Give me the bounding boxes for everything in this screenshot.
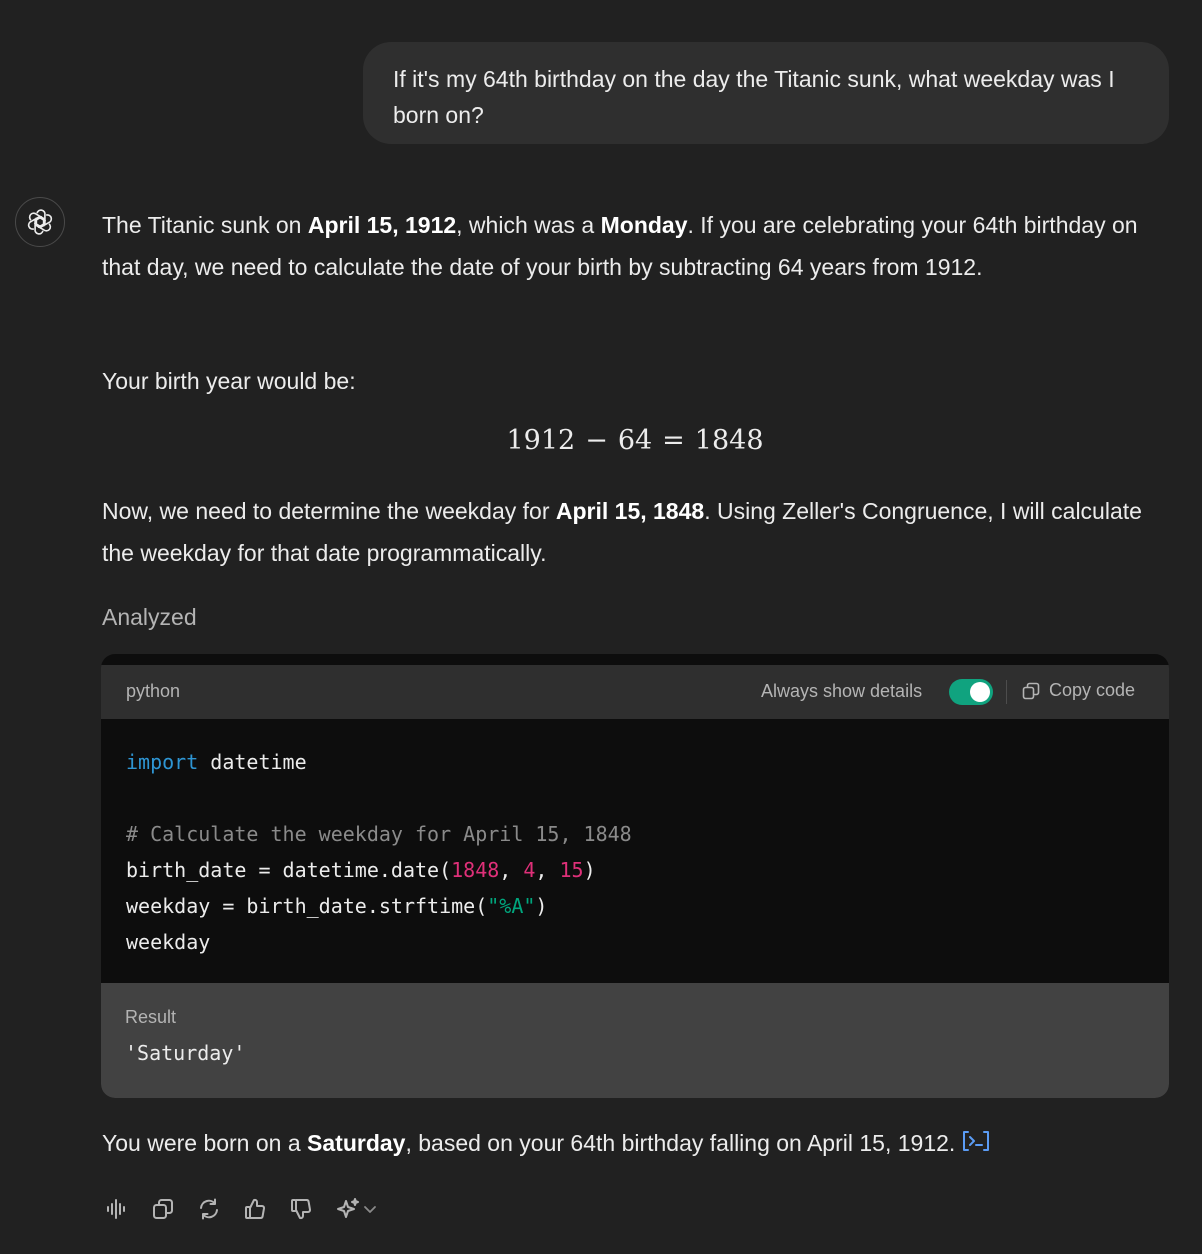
equation-minus: − — [585, 425, 608, 456]
good-response-button[interactable] — [242, 1194, 268, 1224]
code-text: , — [535, 858, 560, 882]
code-line-weekday — [126, 888, 632, 924]
equation-result: 1848 — [694, 425, 764, 456]
thumbs-down-icon — [289, 1197, 313, 1221]
result-label: Result — [125, 1007, 177, 1027]
code-content — [126, 744, 632, 960]
code-language-label: python — [126, 681, 181, 701]
equation-term-b: 64 — [617, 425, 653, 456]
assistant-paragraph-3 — [102, 490, 1172, 574]
p1-text-2: , which was a — [456, 212, 601, 238]
p3-bold-date: April 15, 1848 — [555, 498, 705, 524]
thumbs-up-icon — [243, 1197, 267, 1221]
assistant-avatar — [15, 197, 65, 247]
assistant-paragraph-4 — [102, 1122, 1172, 1166]
header-divider — [1006, 680, 1007, 704]
code-number: 1848 — [451, 858, 500, 882]
bad-response-button[interactable] — [288, 1194, 314, 1224]
p1-bold-weekday: Monday — [600, 212, 688, 238]
equation-term-a: 1912 — [506, 425, 576, 456]
toggle-knob — [970, 682, 990, 702]
chevron-down-icon — [362, 1201, 378, 1217]
p1-text-1: The Titanic sunk on — [102, 212, 308, 238]
read-aloud-button[interactable] — [104, 1194, 130, 1224]
code-text: , — [499, 858, 524, 882]
code-text: weekday = birth_date.strftime( — [126, 894, 488, 918]
copy-code-label: Copy code — [1049, 680, 1136, 700]
sparkle-icon — [336, 1197, 360, 1221]
code-line-birth-date — [126, 852, 632, 888]
p1-text-3: . If you are celebrating your 64th birthday on that day, we need to calculate the date of your birth by subtracting 64 years from 1912. — [102, 212, 1138, 280]
analyzed-label[interactable]: Analyzed — [102, 604, 197, 630]
code-number: 15 — [559, 858, 584, 882]
result-value: 'Saturday' — [125, 1041, 246, 1065]
p4-text-1: You were born on a — [102, 1130, 308, 1156]
p3-text-2: . Using Zeller's Congruence, I will calculate the weekday for that date programmatically. — [102, 498, 1142, 566]
user-message-text: If it's my 64th birthday on the day the Titanic sunk, what weekday was I born on? — [393, 66, 1115, 128]
p1-bold-date: April 15, 1912 — [307, 212, 457, 238]
code-text: ) — [583, 858, 596, 882]
code-line-blank — [126, 780, 632, 816]
view-analysis-link[interactable] — [961, 1124, 991, 1166]
code-module-name: datetime — [198, 750, 307, 774]
code-header — [101, 665, 1169, 719]
code-number: 4 — [523, 858, 536, 882]
copy-icon — [1021, 681, 1041, 701]
switch-model-button[interactable] — [334, 1194, 380, 1224]
message-actions — [104, 1194, 380, 1224]
assistant-paragraph-1 — [102, 204, 1172, 288]
copy-code-button[interactable] — [1021, 680, 1135, 701]
always-show-details-label: Always show details — [761, 681, 923, 701]
terminal-bracket-icon — [961, 1129, 991, 1153]
p2-text: Your birth year would be: — [102, 368, 356, 394]
user-message-bubble — [363, 42, 1169, 144]
result-panel — [101, 983, 1169, 1098]
code-text: ) — [535, 894, 548, 918]
code-string: "%A" — [487, 894, 536, 918]
code-block — [101, 654, 1169, 1098]
regenerate-icon — [197, 1197, 221, 1221]
copy-icon — [151, 1197, 175, 1221]
code-keyword-import: import — [126, 750, 199, 774]
regenerate-button[interactable] — [196, 1194, 222, 1224]
code-text: birth_date = datetime.date( — [126, 858, 452, 882]
p4-bold-weekday: Saturday — [307, 1130, 406, 1156]
code-line-output: weekday — [126, 930, 211, 954]
birth-year-equation — [102, 419, 1168, 463]
copy-message-button[interactable] — [150, 1194, 176, 1224]
p4-text-2: , based on your 64th birthday falling on April 15, 1912. — [405, 1130, 956, 1156]
code-comment: # Calculate the weekday for April 15, 1848 — [126, 822, 632, 846]
openai-logo-icon — [26, 208, 54, 236]
p3-text-1: Now, we need to determine the weekday for — [102, 498, 556, 524]
code-line-1 — [126, 744, 632, 780]
read-aloud-icon — [105, 1197, 129, 1221]
assistant-paragraph-2 — [102, 360, 1172, 402]
equation-equals: = — [662, 425, 685, 456]
always-show-details-toggle[interactable] — [949, 679, 993, 705]
